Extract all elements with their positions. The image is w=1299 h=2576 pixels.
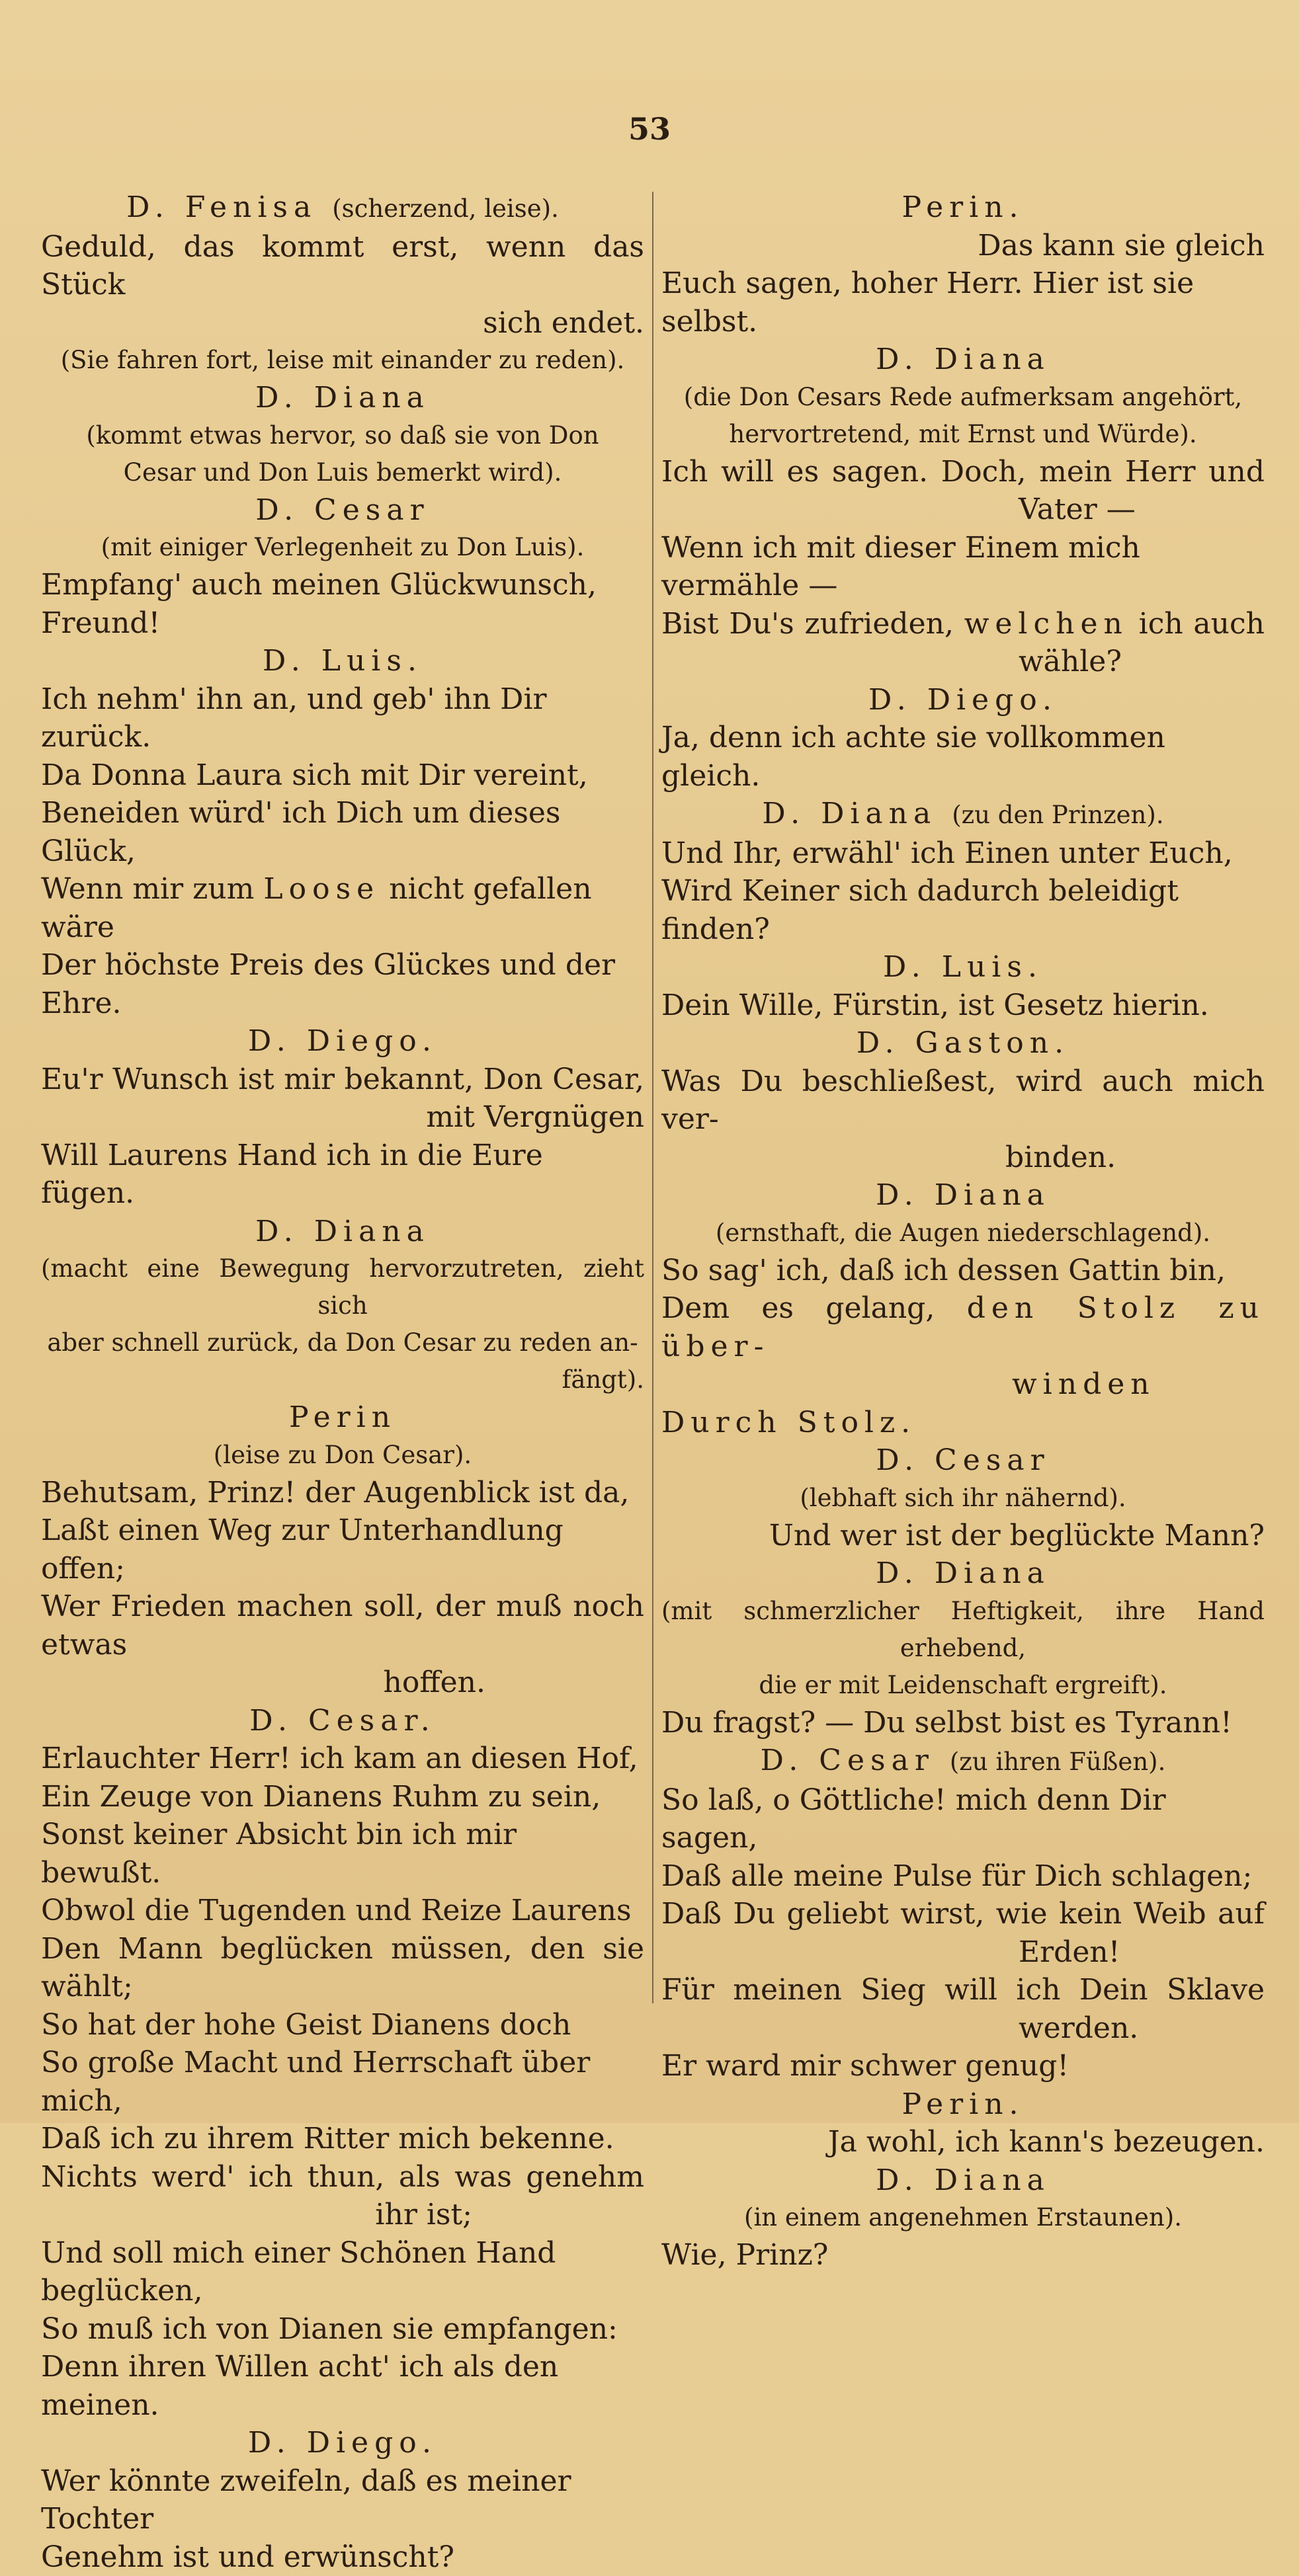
stage-direction: (die Don Cesars Rede aufmerksam angehört,	[661, 379, 1265, 416]
speaker-name: D. Diana	[661, 1176, 1265, 1215]
speaker-name: D. Diana	[762, 797, 937, 830]
verse-line: Der höchste Preis des Glückes und der Ehre.	[41, 946, 644, 1022]
verse-line: So laß, o Göttliche! mich denn Dir sagen,	[661, 1781, 1265, 1857]
speaker-name: Perin.	[661, 2085, 1265, 2124]
verse-line: Erlauchter Herr! ich kam an diesen Hof,	[41, 1740, 644, 1778]
verse-line	[661, 605, 1265, 643]
speaker-line	[661, 795, 1265, 834]
verse-line: Dein Wille, Fürstin, ist Gesetz hierin.	[661, 986, 1265, 1025]
verse-line: Eu'r Wunsch ist mir bekannt, Don Cesar,	[41, 1061, 644, 1099]
verse-line: Erden!	[661, 1933, 1265, 1972]
verse-line: Ich nehm' ihn an, und geb' ihn Dir zurück.	[41, 680, 644, 756]
speaker-name: D. Fenisa	[126, 190, 317, 224]
stage-direction: Cesar und Don Luis bemerkt wird).	[41, 454, 644, 491]
speaker-name: Perin.	[661, 188, 1265, 227]
verse-line: Und Ihr, erwähl' ich Einen unter Euch,	[661, 834, 1265, 873]
verse-line: Wie, Prinz?	[661, 2236, 1265, 2274]
speaker-name: Perin	[41, 1398, 644, 1437]
verse-line	[41, 870, 644, 946]
verse-line: So hat der hohe Geist Dianens doch	[41, 2006, 644, 2044]
verse-line: Daß alle meine Pulse für Dich schlagen;	[661, 1857, 1265, 1896]
column-divider	[652, 192, 653, 2003]
verse-line: Vater —	[661, 491, 1265, 529]
speaker-name: D. Cesar.	[41, 1702, 644, 1740]
verse-line: Wer Frieden machen soll, der muß noch etwas	[41, 1588, 644, 1664]
verse-line: Behutsam, Prinz! der Augenblick ist da,	[41, 1474, 644, 1512]
stage-direction: aber schnell zurück, da Don Cesar zu reden an-	[41, 1324, 644, 1361]
verse-line: Was Du beschließest, wird auch mich ver-	[661, 1063, 1265, 1139]
verse-line: Empfang' auch meinen Glückwunsch, Freund!	[41, 566, 644, 642]
speaker-name: D. Diana	[661, 341, 1265, 379]
speaker-name: D. Cesar	[761, 1744, 935, 1777]
verse-fragment: Bist Du's zufrieden,	[661, 607, 954, 641]
page-number: 53	[0, 111, 1299, 147]
speaker-name: D. Luis.	[661, 948, 1265, 986]
verse-line: mit Vergnügen	[41, 1098, 644, 1137]
emphasized-word: welchen	[964, 607, 1128, 641]
verse-line: Sonst keiner Absicht bin ich mir bewußt.	[41, 1816, 644, 1892]
stage-direction: (zu ihren Füßen).	[950, 1748, 1166, 1776]
verse-line: So muß ich von Dianen sie empfangen:	[41, 2310, 644, 2349]
verse-line: Will Laurens Hand ich in die Eure fügen.	[41, 1137, 644, 1213]
verse-line: Und soll mich einer Schönen Hand beglücken,	[41, 2234, 644, 2310]
verse-line: Geduld, das kommt erst, wenn das Stück	[41, 228, 644, 304]
verse-fragment: ich auch	[1139, 607, 1265, 641]
verse-line: Und wer ist der beglückte Mann?	[661, 1517, 1265, 1555]
stage-direction: (scherzend, leise).	[332, 194, 559, 223]
verse-line: Wenn ich mit dieser Einem mich vermähle —	[661, 529, 1265, 605]
emphasized-word: Loose	[263, 872, 380, 906]
verse-line: Er ward mir schwer genug!	[661, 2047, 1265, 2085]
stage-direction: die er mit Leidenschaft ergreift).	[661, 1667, 1265, 1704]
verse-line: Wird Keiner sich dadurch beleidigt finden?	[661, 872, 1265, 948]
verse-line: Durch Stolz.	[661, 1404, 1265, 1442]
verse-line: Du fragst? — Du selbst bist es Tyrann!	[661, 1704, 1265, 1742]
verse-line: Ja wohl, ich kann's bezeugen.	[661, 2123, 1265, 2161]
verse-line: Ein Zeuge von Dianens Ruhm zu sein,	[41, 1778, 644, 1816]
verse-line: Daß ich zu ihrem Ritter mich bekenne.	[41, 2120, 644, 2158]
speaker-name: D. Diego.	[41, 2424, 644, 2462]
speaker-name: D. Diana	[41, 379, 644, 417]
verse-line: Laßt einen Weg zur Unterhandlung offen;	[41, 1511, 644, 1588]
verse-line: Daß Du geliebt wirst, wie kein Weib auf	[661, 1895, 1265, 1933]
left-column	[41, 188, 644, 2576]
speaker-name: D. Gaston.	[661, 1024, 1265, 1063]
verse-line: binden.	[661, 1139, 1265, 1177]
speaker-name: D. Diana	[661, 2161, 1265, 2200]
verse-line: Denn ihren Willen acht' ich als den meinen.	[41, 2348, 644, 2424]
verse-line: Wer könnte zweifeln, daß es meiner Tochter	[41, 2462, 644, 2538]
speaker-name: D. Diana	[41, 1213, 644, 1251]
speaker-name: D. Luis.	[41, 642, 644, 680]
verse-line: Für meinen Sieg will ich Dein Sklave	[661, 1971, 1265, 2009]
stage-direction: (mit schmerzlicher Heftigkeit, ihre Hand erhebend,	[661, 1593, 1265, 1667]
stage-direction: (macht eine Bewegung hervorzutreten, zieht sich	[41, 1250, 644, 1324]
verse-line: Ich will es sagen. Doch, mein Herr und	[661, 453, 1265, 491]
stage-direction: (Sie fahren fort, leise mit einander zu reden).	[41, 342, 644, 379]
verse-line: hoffen.	[41, 1664, 644, 1702]
stage-direction: (lebhaft sich ihr nähernd).	[661, 1480, 1265, 1517]
stage-direction: (kommt etwas hervor, so daß sie von Don	[41, 417, 644, 454]
verse-line: werden.	[661, 2009, 1265, 2048]
verse-fragment: Wenn mir zum	[41, 872, 254, 906]
stage-direction: (ernsthaft, die Augen niederschlagend).	[661, 1215, 1265, 1252]
speaker-name: D. Diana	[661, 1554, 1265, 1593]
stage-direction: (in einem angenehmen Erstaunen).	[661, 2199, 1265, 2236]
stage-direction: (leise zu Don Cesar).	[41, 1437, 644, 1474]
verse-line: So große Macht und Herrschaft über mich,	[41, 2044, 644, 2120]
verse-line: wähle?	[661, 643, 1265, 681]
verse-line: Da Donna Laura sich mit Dir vereint,	[41, 756, 644, 795]
stage-direction: (zu den Prinzen).	[952, 801, 1163, 829]
emphasized-word: den Stolz zu über-	[661, 1291, 1265, 1363]
speaker-name: D. Cesar	[41, 491, 644, 530]
stage-direction: hervortretend, mit Ernst und Würde).	[661, 416, 1265, 453]
stage-direction: (mit einiger Verlegenheit zu Don Luis).	[41, 529, 644, 566]
verse-line: Das kann sie gleich	[661, 227, 1265, 265]
right-column	[661, 188, 1265, 2274]
verse-line: Ja, denn ich achte sie vollkommen gleich.	[661, 719, 1265, 795]
stage-direction: fängt).	[41, 1361, 644, 1398]
speaker-line	[661, 1742, 1265, 1781]
speaker-name: D. Diego.	[41, 1022, 644, 1061]
verse-line	[661, 1289, 1265, 1365]
verse-line: winden	[661, 1365, 1265, 1404]
verse-fragment: nicht gefallen wäre	[41, 872, 592, 944]
speaker-name: D. Cesar	[661, 1441, 1265, 1480]
verse-line: So sag' ich, daß ich dessen Gattin bin,	[661, 1252, 1265, 1290]
verse-line: Beneiden würd' ich Dich um dieses Glück,	[41, 794, 644, 870]
verse-line: Euch sagen, hoher Herr. Hier ist sie selbst.	[661, 264, 1265, 341]
speaker-line	[41, 188, 644, 228]
verse-line: sich endet.	[41, 304, 644, 342]
verse-line: Nichts werd' ich thun, als was genehm	[41, 2158, 644, 2196]
verse-line: Obwol die Tugenden und Reize Laurens	[41, 1892, 644, 1930]
verse-line: Den Mann beglücken müssen, den sie wählt;	[41, 1930, 644, 2006]
verse-fragment: Dem es gelang,	[661, 1291, 935, 1325]
speaker-name: D. Diego.	[661, 681, 1265, 719]
verse-line: ihr ist;	[41, 2196, 644, 2234]
verse-line: Genehm ist und erwünscht?	[41, 2538, 644, 2576]
